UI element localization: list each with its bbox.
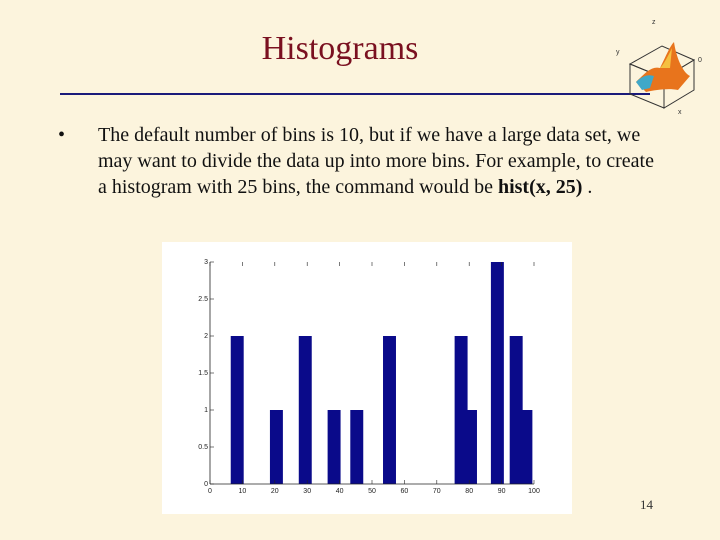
y-tick-label: 0	[204, 481, 208, 488]
histogram-bar	[491, 262, 504, 484]
histogram-bar	[231, 336, 244, 484]
histogram-bar	[464, 410, 477, 484]
bullet-marker: •	[58, 124, 66, 146]
x-tick-label: 70	[432, 488, 441, 495]
title-divider	[60, 93, 650, 95]
svg-text:0: 0	[698, 57, 702, 64]
bullet-text	[98, 122, 658, 200]
x-tick-label: 60	[400, 488, 409, 495]
histogram-bar	[270, 410, 283, 484]
svg-text:x: x	[678, 109, 682, 116]
x-tick-label: 40	[335, 488, 344, 495]
svg-text:z: z	[652, 19, 656, 26]
y-tick-label: 2.5	[198, 296, 208, 303]
y-tick-label: 2	[204, 333, 208, 340]
command-text: hist(x, 25)	[497, 176, 583, 198]
histogram-bar	[299, 336, 312, 484]
x-tick-label: 80	[465, 488, 474, 495]
bullet-text-main: The default number of bins is 10, but if we have a large data set, we may want to divide the data up into more bins. For example, to create a histogram with 25 bins, the command would be	[98, 124, 654, 198]
histogram-bar	[350, 410, 363, 484]
svg-text:y: y	[616, 49, 620, 56]
slide-title: Histograms	[261, 30, 419, 67]
histogram-bar	[328, 410, 341, 484]
histogram-chart	[162, 242, 572, 514]
x-tick-label: 90	[497, 488, 506, 495]
histogram-bar	[383, 336, 396, 484]
bullet-text-end: .	[582, 176, 593, 198]
x-tick-label: 100	[528, 488, 540, 495]
x-tick-label: 20	[270, 488, 279, 495]
x-tick-label: 10	[238, 488, 247, 495]
histogram-bar	[519, 410, 532, 484]
x-tick-label: 50	[368, 488, 376, 495]
y-tick-label: 0.5	[198, 444, 208, 451]
matlab-logo-icon	[612, 16, 712, 116]
y-tick-label: 1	[204, 407, 208, 414]
y-tick-label: 1.5	[198, 370, 208, 377]
x-tick-label: 0	[208, 488, 212, 495]
histogram-svg	[162, 242, 572, 514]
y-tick-label: 3	[204, 259, 208, 266]
x-tick-label: 30	[303, 488, 312, 495]
page-number: 14	[640, 497, 653, 512]
